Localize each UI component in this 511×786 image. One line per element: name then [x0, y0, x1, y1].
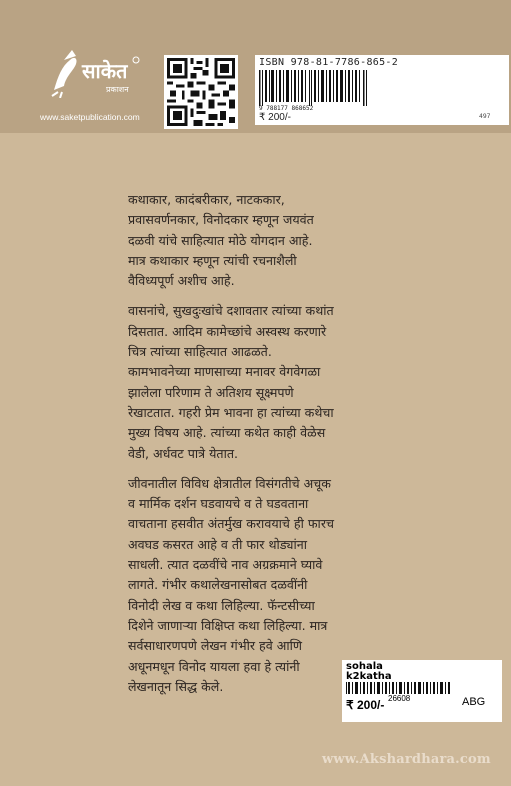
publisher-url[interactable]: www.saketpublication.com — [40, 112, 140, 122]
isbn-barcode-card — [255, 55, 509, 125]
isbn-number: ISBN 978-81-7786-865-2 — [259, 57, 399, 68]
blurb-paragraph: वासनांचे, सुखदुःखांचे दशावतार त्यांच्या कथांत दिसतात. आदिम कामेच्छांचे अस्वस्थ करणारे चित्र त्यांच्या साहित्यात आढळते. कामभावनेच्या माणसाच्या मनावर वेगवेगळा झालेला परिणाम ते अतिशय सूक्ष्मपणे रेखाटतात. गहरी प्रेम भावना हा त्यांच्या कथेचा मुख्य विषय आहे. त्यांच्या कथेत काही वेळेस वेडी, अर्धवट पात्रे येतात. — [128, 303, 334, 461]
qr-code-icon — [164, 55, 238, 129]
watermark: www.Akshardhara.com — [322, 752, 491, 767]
sticker-barcode-icon — [346, 682, 450, 694]
sticker-line-2: k2katha — [346, 671, 392, 682]
barcode-digits: 9 788177 868652 — [259, 105, 314, 112]
saket-logo-icon — [48, 46, 144, 98]
blurb-paragraph: कथाकार, कादंबरीकार, नाटककार, प्रवासवर्णनकार, विनोदकार म्हणून जयवंत दळवी यांचे साहित्यात मोठे योगदान आहे. मात्र कथाकार म्हणून त्यांची रचनाशैली वैविध्यपूर्ण अशीच आहे. — [128, 192, 314, 289]
barcode-icon — [259, 70, 371, 106]
logo-subtext: प्रकाशन — [106, 85, 129, 94]
sticker-price: ₹ 200/- — [346, 698, 385, 712]
sticker-line-1: sohala — [346, 661, 383, 672]
barcode-code: 497 — [479, 113, 491, 120]
sticker-number: 26608 — [388, 694, 411, 703]
sticker-code: ABG — [462, 696, 486, 708]
cover-price: ₹ 200/- — [259, 112, 291, 123]
back-cover-blurb — [128, 190, 488, 707]
blurb-paragraph: जीवनातील विविध क्षेत्रातील विसंगतीचे अचूक व मार्मिक दर्शन घडवायचे व ते घडवताना वाचताना हसवीत अंतर्मुख करावयाचे ही फारच अवघड कसरत आहे व ती फार थोड्यांना साधली. त्यात दळवींचे नाव अग्रक्रमाने घ्यावे लागते. गंभीर कथालेखनासोबत दळवींनी विनोदी लेख व कथा लिहिल्या. फॅन्टसीच्या दिशेने जाणाऱ्या विक्षिप्त कथा लिहिल्या. मात्र सर्वसाधारणपणे लेखन गंभीर हवे आणि अधूनमधून विनोद यायला हवा हे त्यांनी लेखनातून सिद्ध केले. — [128, 475, 334, 694]
publisher-logo — [40, 40, 150, 120]
logo-text: साकेत — [82, 59, 128, 83]
price-sticker — [342, 660, 502, 722]
